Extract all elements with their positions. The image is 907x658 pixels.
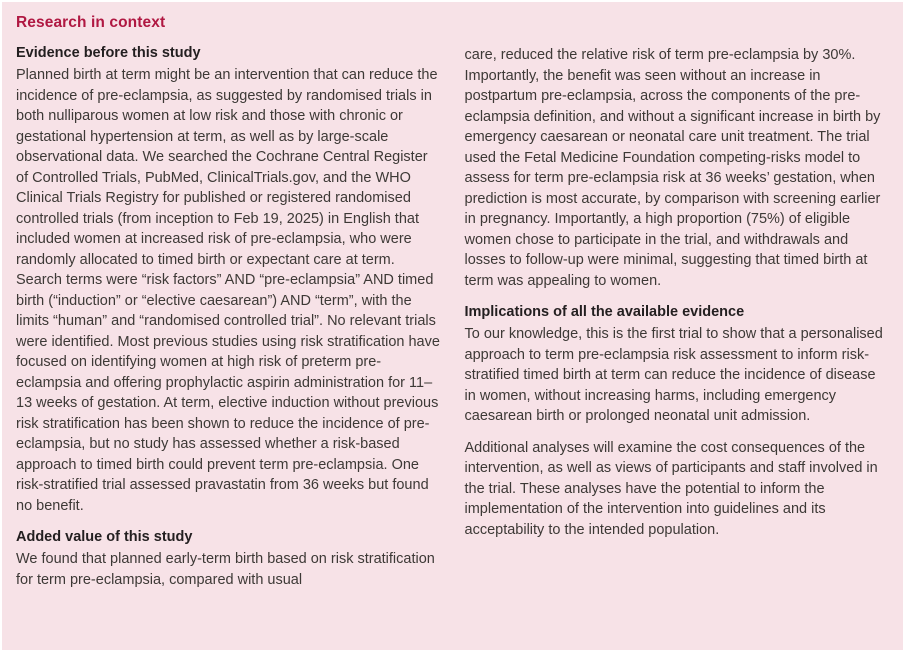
added-value-paragraph-start: We found that planned early-term birth based on risk stratification for term pre-eclampsia, compared with usual bbox=[16, 551, 435, 588]
implications-paragraph-2: Additional analyses will examine the cost consequences of the intervention, as well as views of participants and staff involved in the trial. These analyses have the potential to inform the implementation of the intervention into guidelines and its acceptability to the intended population. bbox=[464, 439, 878, 538]
panel-title: Research in context bbox=[16, 14, 166, 31]
two-column-text-area bbox=[16, 45, 889, 590]
section-heading-added-value: Added value of this study bbox=[16, 529, 193, 545]
right-column bbox=[465, 45, 890, 590]
evidence-paragraph: Planned birth at term might be an intervention that can reduce the incidence of pre-eclampsia, as suggested by randomised trials in both nulliparous women at low risk and those with chronic or gestational hypertension at term, as well as by large-scale observational data. We searched the Cochrane Central Register of Controlled Trials, PubMed, ClinicalTrials.gov, and the WHO Clinical Trials Registry for published or registered randomised controlled trials (from inception to Feb 19, 2025) in English that included women at increased risk of pre-eclampsia, who were randomly allocated to timed birth or expectant care at term. Search terms were “risk factors” AND “pre-eclampsia” AND timed birth (“induction” or “elective caesarean”) AND “term”, with the limits “human” and “randomised controlled trial”. No relevant trials were identified. Most previous studies using risk stratification have focused on identifying women at high risk of preterm pre-eclampsia and offering prophylactic aspirin administration for 11–13 weeks of gestation. At term, elective induction without previous risk stratification has been shown to reduce the incidence of pre-eclampsia, but no study has assessed whether a risk-based approach to timed birth could prevent term pre-eclampsia. One risk-stratified trial assessed pravastatin from 36 weeks but found no benefit. bbox=[16, 67, 440, 514]
added-value-paragraph-continuation: care, reduced the relative risk of term pre-eclampsia by 30%. Importantly, the benefit was seen without an increase in postpartum pre-eclampsia, across the components of the pre-eclampsia definition, and without a significant increase in birth by emergency caesarean or neonatal care unit treatment. The trial used the Fetal Medicine Foundation competing-risks model to assess for term pre-eclampsia risk at 36 weeks’ gestation, when prediction is most accurate, by comparison with screening earlier in pregnancy. Importantly, a high proportion (75%) of eligible women chose to participate in the trial, and withdrawals and losses to follow-up were minimal, suggesting that timed birth at term was appealing to women. bbox=[464, 47, 881, 289]
section-heading-evidence-before-this-study: Evidence before this study bbox=[16, 45, 201, 61]
left-column bbox=[16, 45, 441, 590]
research-in-context-panel bbox=[2, 2, 903, 650]
section-heading-implications: Implications of all the available evidence bbox=[464, 304, 745, 320]
implications-paragraph-1: To our knowledge, this is the first trial to show that a personalised approach to term pre-eclampsia risk assessment to inform risk-stratified timed birth at term can reduce the incidence of disease in women, without increasing harms, including emergency caesarean birth or prolonged neonatal unit admission. bbox=[464, 326, 883, 424]
